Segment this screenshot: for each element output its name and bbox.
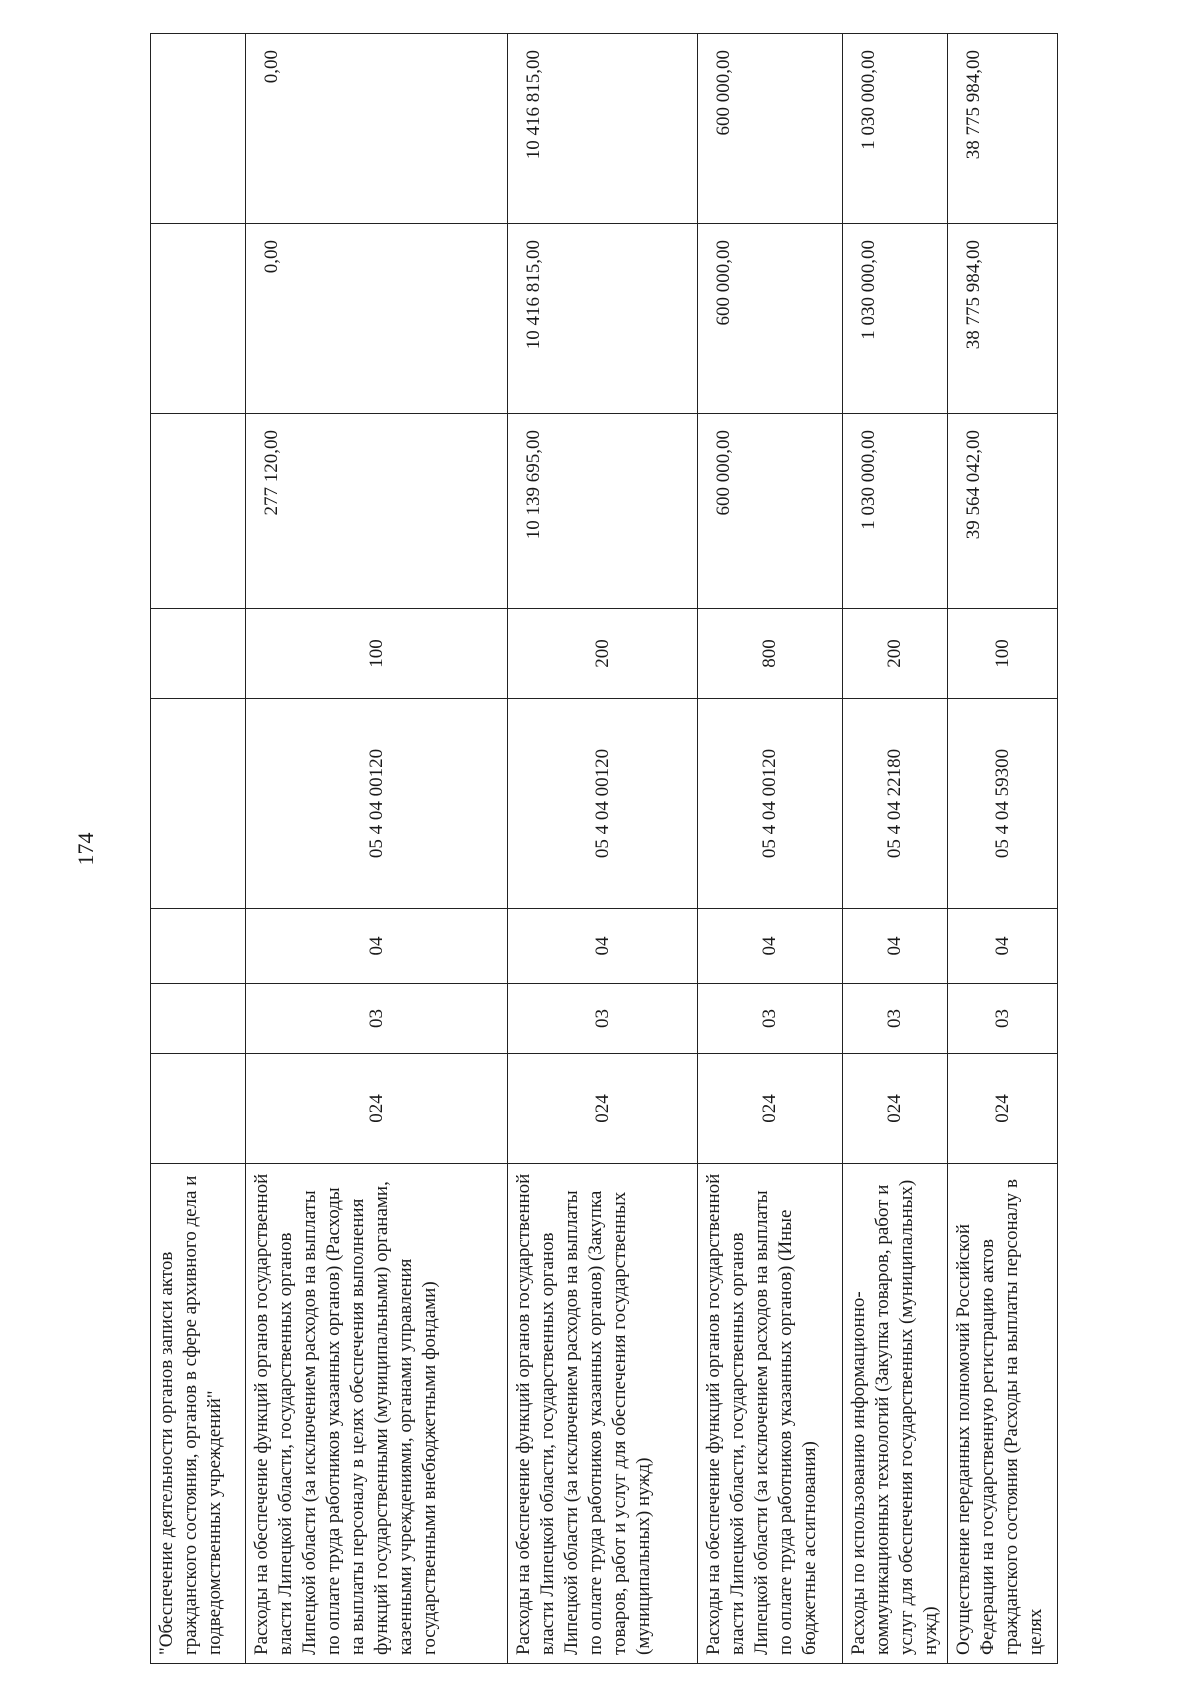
amount-year-3: 10 416 815,00 xyxy=(508,34,698,224)
amount-year-3: 1 030 000,00 xyxy=(843,34,948,224)
table-row xyxy=(948,34,1058,1664)
amount-year-2: 600 000,00 xyxy=(698,224,843,414)
row-description: Расходы на обеспечение функций органов государственной власти Липецкой области, государственных органов Липецкой области (за исключением расходов на выплаты по оплате труда работников указанных органов) (Расходы на выплаты персоналу в целях обеспечения выполнения функций государственными (муниципальными) органами, казенными учреждениями, органами управления государственными внебюджетными фондами) xyxy=(246,1164,508,1664)
amount-year-3: 38 775 984,00 xyxy=(948,34,1058,224)
section-code: 03 xyxy=(948,984,1058,1054)
section-code xyxy=(151,984,246,1054)
ministry-code: 024 xyxy=(508,1054,698,1164)
amount-year-2 xyxy=(151,224,246,414)
table-row xyxy=(698,34,843,1664)
subsection-code: 04 xyxy=(843,909,948,984)
expense-type-code: 800 xyxy=(698,609,843,699)
amount-year-2: 38 775 984,00 xyxy=(948,224,1058,414)
ministry-code xyxy=(151,1054,246,1164)
ministry-code: 024 xyxy=(246,1054,508,1164)
budget-table xyxy=(150,33,1058,1664)
amount-year-2: 1 030 000,00 xyxy=(843,224,948,414)
subsection-code: 04 xyxy=(698,909,843,984)
amount-year-1 xyxy=(151,414,246,609)
amount-year-3: 0,00 xyxy=(246,34,508,224)
section-code: 03 xyxy=(246,984,508,1054)
amount-year-1: 600 000,00 xyxy=(698,414,843,609)
section-code: 03 xyxy=(508,984,698,1054)
target-article-code: 05 4 04 00120 xyxy=(508,699,698,909)
row-description: Расходы на обеспечение функций органов государственной власти Липецкой области, государственных органов Липецкой области (за исключением расходов на выплаты по оплате труда работников указанных органов) (Закупка товаров, работ и услуг для обеспечения государственных (муниципальных) нужд) xyxy=(508,1164,698,1664)
row-description: "Обеспечение деятельности органов записи актов гражданского состояния, органов в сфере архивного дела и подведомственных учреждений" xyxy=(151,1164,246,1664)
amount-year-2: 10 416 815,00 xyxy=(508,224,698,414)
expense-type-code: 200 xyxy=(508,609,698,699)
target-article-code: 05 4 04 00120 xyxy=(698,699,843,909)
row-description: Расходы по использованию информационно-коммуникационных технологий (Закупка товаров, работ и услуг для обеспечения государственных (муниципальных) нужд) xyxy=(843,1164,948,1664)
expense-type-code: 100 xyxy=(948,609,1058,699)
budget-table-container xyxy=(150,34,1050,1664)
expense-type-code xyxy=(151,609,246,699)
expense-type-code: 100 xyxy=(246,609,508,699)
subsection-code: 04 xyxy=(508,909,698,984)
row-description: Осуществление переданных полномочий Российской Федерации на государственную регистрацию актов гражданского состояния (Расходы на выплаты персоналу в целях xyxy=(948,1164,1058,1664)
row-description: Расходы на обеспечение функций органов государственной власти Липецкой области, государственных органов Липецкой области (за исключением расходов на выплаты по оплате труда работников указанных органов) (Иные бюджетные ассигнования) xyxy=(698,1164,843,1664)
amount-year-3 xyxy=(151,34,246,224)
subsection-code: 04 xyxy=(246,909,508,984)
table-row xyxy=(246,34,508,1664)
ministry-code: 024 xyxy=(948,1054,1058,1164)
amount-year-2: 0,00 xyxy=(246,224,508,414)
section-code: 03 xyxy=(843,984,948,1054)
section-code: 03 xyxy=(698,984,843,1054)
expense-type-code: 200 xyxy=(843,609,948,699)
amount-year-1: 277 120,00 xyxy=(246,414,508,609)
table-row xyxy=(843,34,948,1664)
amount-year-1: 1 030 000,00 xyxy=(843,414,948,609)
target-article-code: 05 4 04 59300 xyxy=(948,699,1058,909)
target-article-code: 05 4 04 22180 xyxy=(843,699,948,909)
ministry-code: 024 xyxy=(698,1054,843,1164)
subsection-code xyxy=(151,909,246,984)
amount-year-1: 10 139 695,00 xyxy=(508,414,698,609)
amount-year-1: 39 564 042,00 xyxy=(948,414,1058,609)
amount-year-3: 600 000,00 xyxy=(698,34,843,224)
target-article-code: 05 4 04 00120 xyxy=(246,699,508,909)
subsection-code: 04 xyxy=(948,909,1058,984)
page-number: 174 xyxy=(73,832,98,866)
table-row xyxy=(151,34,246,1664)
table-row xyxy=(508,34,698,1664)
ministry-code: 024 xyxy=(843,1054,948,1164)
target-article-code xyxy=(151,699,246,909)
